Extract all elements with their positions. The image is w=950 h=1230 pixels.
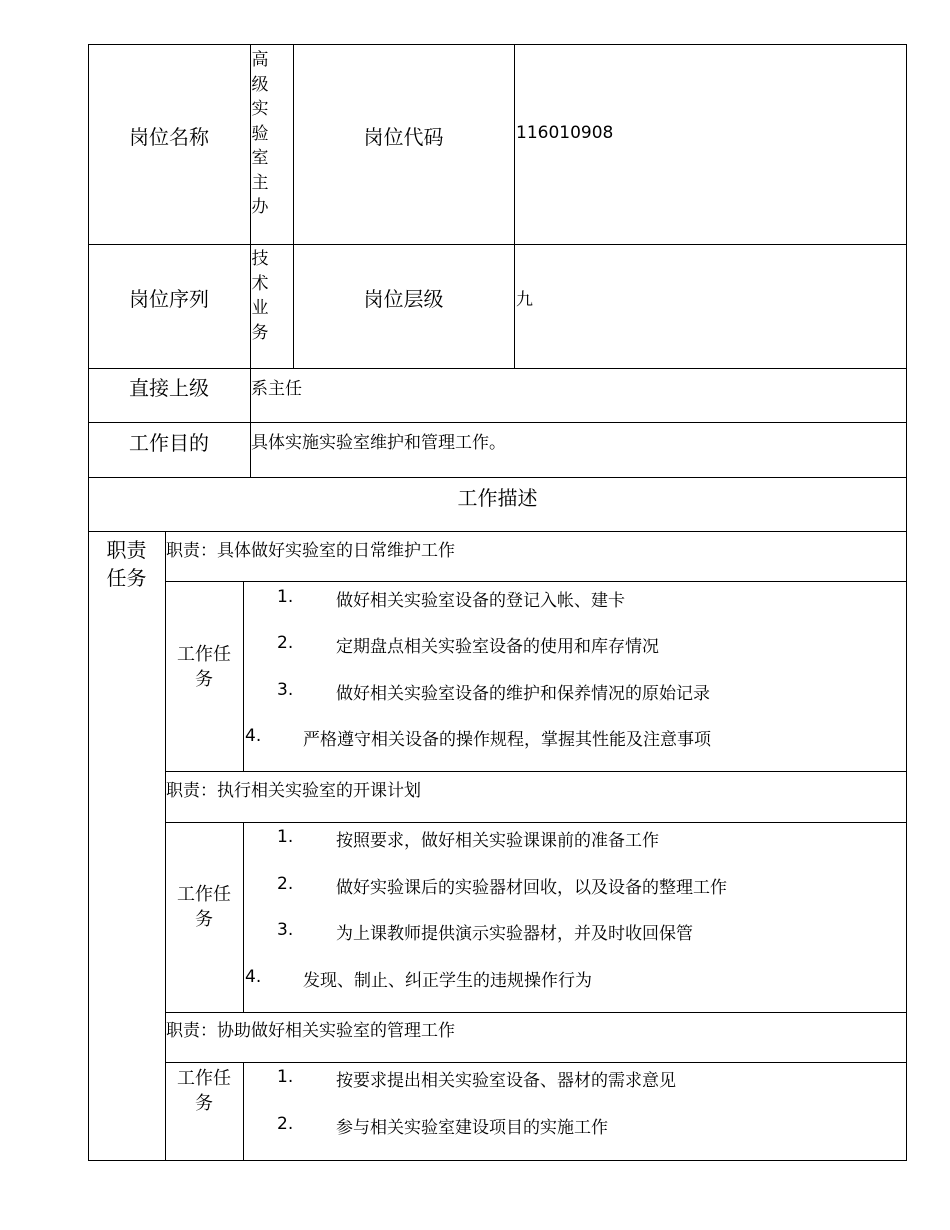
post-code-label: 岗位代码	[363, 125, 444, 149]
description-title: 工作描述	[457, 486, 538, 510]
column-divider	[243, 581, 244, 772]
task-number: 2.	[277, 633, 294, 653]
duty-title: 职责：执行相关实验室的开课计划	[166, 781, 421, 801]
column-divider	[293, 44, 294, 369]
post-series-label: 岗位序列	[129, 287, 209, 311]
task-number: 4.	[245, 967, 262, 987]
task-item: 做好实验课后的实验器材回收，以及设备的整理工作	[336, 878, 727, 898]
post-level-label: 岗位层级	[363, 287, 444, 311]
task-item: 按要求提出相关实验室设备、器材的需求意见	[336, 1071, 676, 1091]
post-code-value: 116010908	[516, 123, 614, 143]
post-series-value: 技术业务	[251, 249, 269, 343]
row-divider	[165, 771, 907, 772]
task-label: 工作任务	[177, 884, 231, 930]
row-divider	[165, 1062, 907, 1063]
column-divider	[243, 1062, 244, 1161]
task-item: 参与相关实验室建设项目的实施工作	[336, 1118, 608, 1138]
task-number: 2.	[277, 1114, 294, 1134]
task-number: 1.	[277, 587, 294, 607]
post-name-value: 高级实验室主办	[251, 50, 269, 217]
row-divider	[165, 822, 907, 823]
purpose-label: 工作目的	[129, 431, 209, 455]
post-level-value: 九	[516, 290, 533, 310]
task-item: 为上课教师提供演示实验器材，并及时收回保管	[336, 924, 693, 944]
task-label: 工作任务	[177, 644, 231, 690]
task-item: 做好相关实验室设备的登记入帐、建卡	[336, 591, 625, 611]
task-number: 3.	[277, 920, 294, 940]
task-number: 4.	[245, 726, 262, 746]
task-item: 定期盘点相关实验室设备的使用和库存情况	[336, 637, 659, 657]
task-number: 1.	[277, 827, 294, 847]
task-number: 1.	[277, 1067, 294, 1087]
task-item: 做好相关实验室设备的维护和保养情况的原始记录	[336, 684, 710, 704]
superior-label: 直接上级	[129, 376, 209, 400]
duty-label: 职责任务	[106, 538, 147, 590]
purpose-value: 具体实施实验室维护和管理工作。	[251, 433, 506, 453]
task-label: 工作任务	[177, 1068, 231, 1114]
row-divider	[165, 581, 907, 582]
column-divider	[243, 822, 244, 1013]
duty-title: 职责：协助做好相关实验室的管理工作	[166, 1021, 455, 1041]
superior-value: 系主任	[251, 379, 302, 399]
row-divider	[88, 477, 907, 478]
task-item: 严格遵守相关设备的操作规程，掌握其性能及注意事项	[303, 730, 711, 750]
row-divider	[88, 531, 907, 532]
row-divider	[88, 368, 907, 369]
row-divider	[88, 422, 907, 423]
row-divider	[165, 1012, 907, 1013]
task-number: 3.	[277, 680, 294, 700]
task-item: 按照要求，做好相关实验课课前的准备工作	[336, 831, 659, 851]
duty-title: 职责：具体做好实验室的日常维护工作	[166, 541, 455, 561]
column-divider	[514, 44, 515, 369]
row-divider	[88, 244, 907, 245]
task-item: 发现、制止、纠正学生的违规操作行为	[303, 971, 592, 991]
task-number: 2.	[277, 874, 294, 894]
post-name-label: 岗位名称	[129, 125, 209, 149]
